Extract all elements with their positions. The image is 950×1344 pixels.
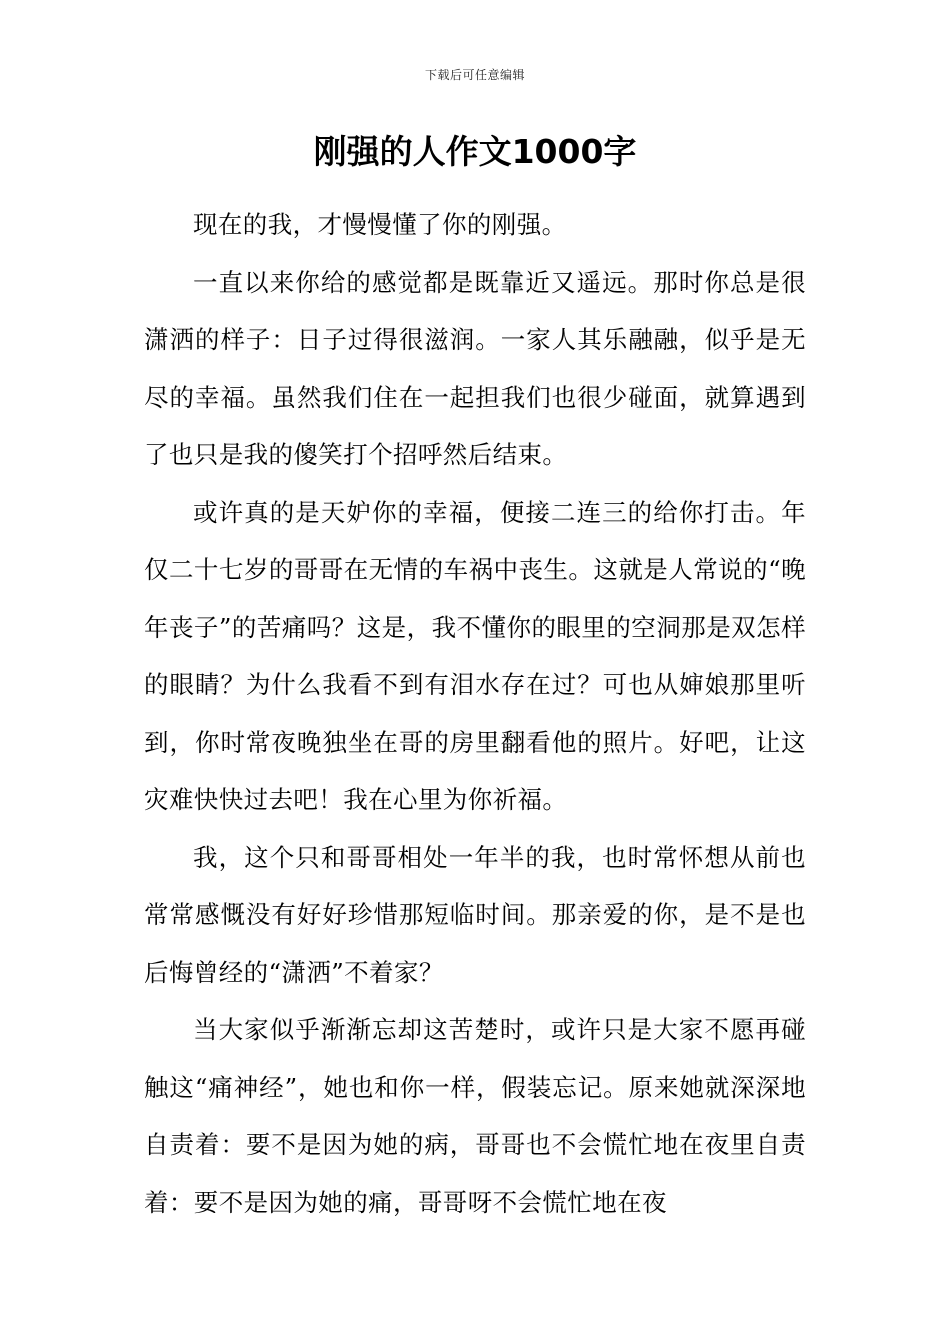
document-title: 刚强的人作文1000字 xyxy=(313,132,637,171)
document-body xyxy=(144,196,806,1231)
paragraph: 当大家似乎渐渐忘却这苦楚时，或许只是大家不愿再碰触这“痛神经”，她也和你一样，假装忘记。原来她就深深地自责着：要不是因为她的病，哥哥也不会慌忙地在夜里自责着：要不是因为她的痛，哥哥呀不会慌忙地在夜 xyxy=(144,1015,806,1217)
header-note: 下载后可任意编辑 xyxy=(424,68,525,82)
paragraph: 我，这个只和哥哥相处一年半的我，也时常怀想从前也常常感慨没有好好珍惜那短临时间。那亲爱的你，是不是也后悔曾经的“潇洒”不着家？ xyxy=(144,842,806,987)
paragraph: 或许真的是天妒你的幸福，便接二连三的给你打击。年仅二十七岁的哥哥在无情的车祸中丧生。这就是人常说的“晚年丧子”的苦痛吗？这是，我不懂你的眼里的空洞那是双怎样的眼睛？为什么我看不到有泪水存在过？可也从婶娘那里听到，你时常夜晚独坐在哥的房里翻看他的照片。好吧，让这灾难快快过去吧！我在心里为你祈福。 xyxy=(144,497,806,814)
paragraph: 现在的我，才慢慢懂了你的刚强。 xyxy=(193,210,567,239)
paragraph: 一直以来你给的感觉都是既靠近又遥远。那时你总是很潇洒的样子：日子过得很滋润。一家人其乐融融，似乎是无尽的幸福。虽然我们住在一起担我们也很少碰面，就算遇到了也只是我的傻笑打个招呼然后结束。 xyxy=(144,267,806,469)
